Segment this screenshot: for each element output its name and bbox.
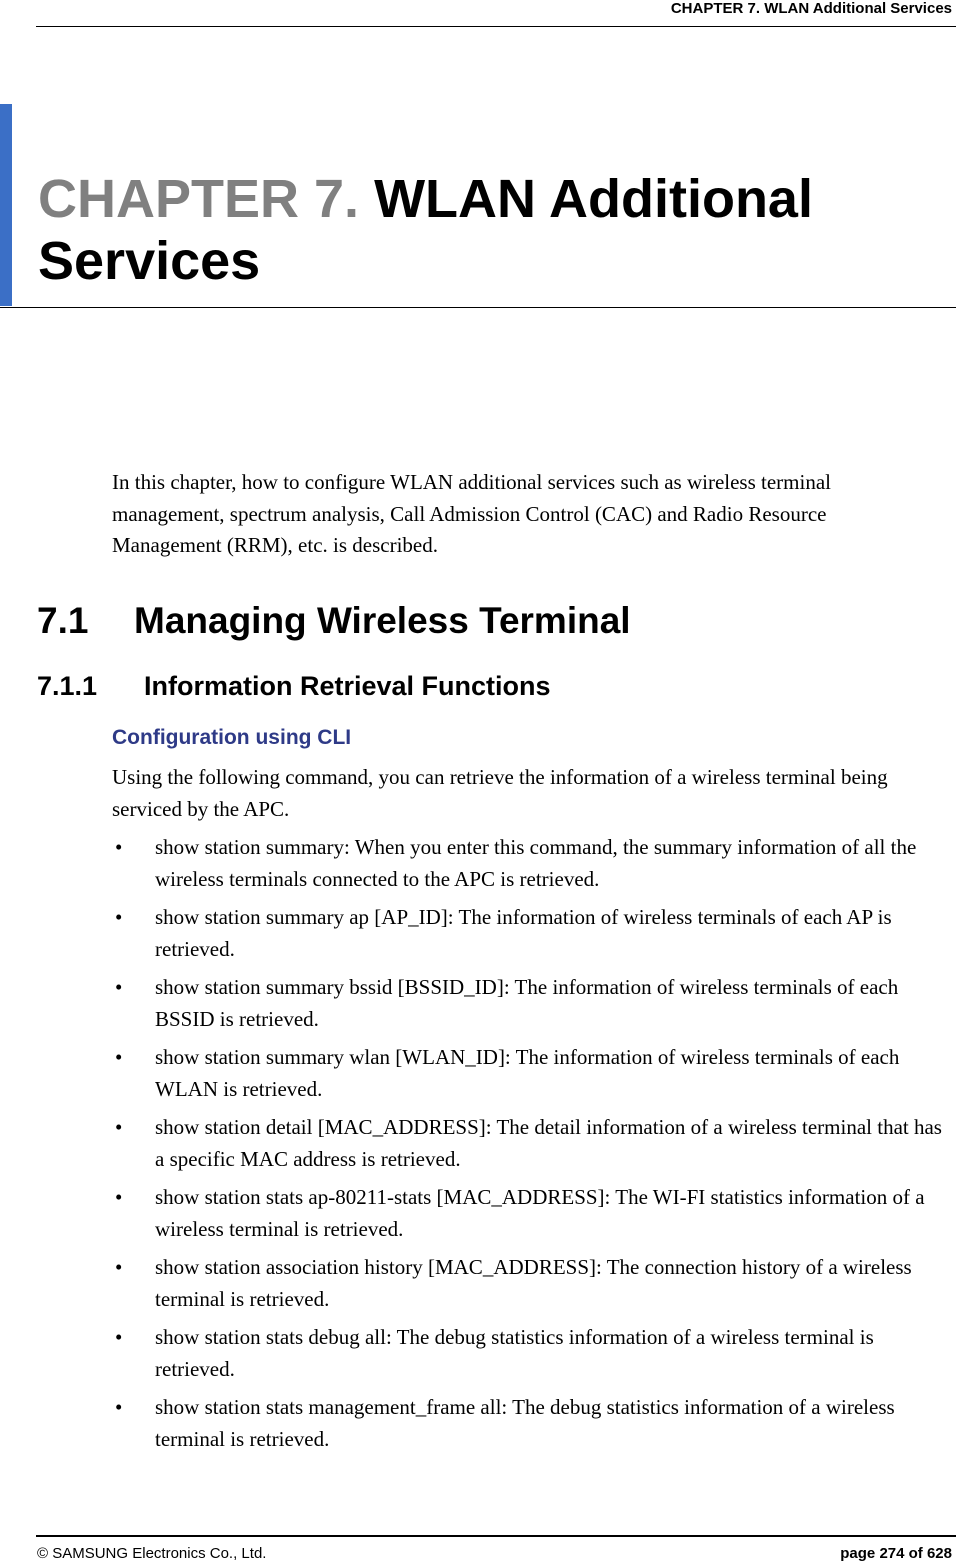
list-item (112, 1042, 956, 1105)
bullet-icon: • (115, 1255, 123, 1279)
footer-rule (36, 1535, 956, 1537)
bullet-icon: • (115, 975, 123, 999)
chapter-title (38, 168, 956, 292)
list-item-text: show station summary bssid [BSSID_ID]: The information of wireless terminals of each BSSID is retrieved. (155, 975, 899, 1031)
subsection-heading (37, 671, 551, 702)
list-item-text: show station stats debug all: The debug statistics information of a wireless terminal is retrieved. (155, 1325, 874, 1381)
bullet-icon: • (115, 905, 123, 929)
list-item (112, 1182, 956, 1245)
chapter-prefix: CHAPTER 7. (38, 169, 360, 229)
list-item-text: show station detail [MAC_ADDRESS]: The detail information of a wireless terminal that has a specific MAC address is retrieved. (155, 1115, 942, 1171)
bullet-icon: • (115, 1185, 123, 1209)
subsection-number: 7.1.1 (37, 671, 98, 701)
list-item (112, 1252, 956, 1315)
section-title: Managing Wireless Terminal (134, 600, 631, 641)
list-item-text: show station stats ap-80211-stats [MAC_ADDRESS]: The WI-FI statistics information of a wireless terminal is retrieved. (155, 1185, 925, 1241)
subsection-title: Information Retrieval Functions (144, 671, 551, 701)
list-item (112, 902, 956, 965)
list-item-text: show station stats management_frame all: The debug statistics information of a wireless terminal is retrieved. (155, 1395, 895, 1451)
list-item (112, 1322, 956, 1385)
page-number: page 274 of 628 (840, 1545, 952, 1562)
list-item (112, 832, 956, 895)
header-rule (36, 26, 956, 27)
section-heading (37, 600, 631, 642)
list-item-text: show station summary wlan [WLAN_ID]: The information of wireless terminals of each WLAN is retrieved. (155, 1045, 900, 1101)
chapter-accent-bar (0, 104, 12, 306)
footer-copyright: © SAMSUNG Electronics Co., Ltd. (37, 1545, 267, 1562)
bullet-icon: • (115, 1045, 123, 1069)
list-item (112, 1112, 956, 1175)
bullet-icon: • (115, 835, 123, 859)
bullet-icon: • (115, 1395, 123, 1419)
chapter-rule (0, 307, 956, 308)
list-item-text: show station association history [MAC_ADDRESS]: The connection history of a wireless terminal is retrieved. (155, 1255, 912, 1311)
list-item (112, 1392, 956, 1455)
list-item-text: show station summary: When you enter this command, the summary information of all the wireless terminals connected to the APC is retrieved. (155, 835, 917, 891)
body-paragraph: Using the following command, you can retrieve the information of a wireless terminal being serviced by the APC. (112, 765, 888, 821)
list-item-text: show station summary ap [AP_ID]: The information of wireless terminals of each AP is retrieved. (155, 905, 892, 961)
bullet-icon: • (115, 1115, 123, 1139)
bullet-icon: • (115, 1325, 123, 1349)
subheading: Configuration using CLI (112, 726, 352, 749)
intro-paragraph: In this chapter, how to configure WLAN additional services such as wireless terminal management, spectrum analysis, Call Admission Control (CAC) and Radio Resource Management (RRM), etc. is described. (112, 470, 831, 557)
section-number: 7.1 (37, 600, 89, 641)
running-header: CHAPTER 7. WLAN Additional Services (670, 0, 952, 17)
list-item (112, 972, 956, 1035)
chapter-title-text: WLAN Additional Services (38, 169, 813, 291)
bullet-list (112, 832, 956, 1462)
